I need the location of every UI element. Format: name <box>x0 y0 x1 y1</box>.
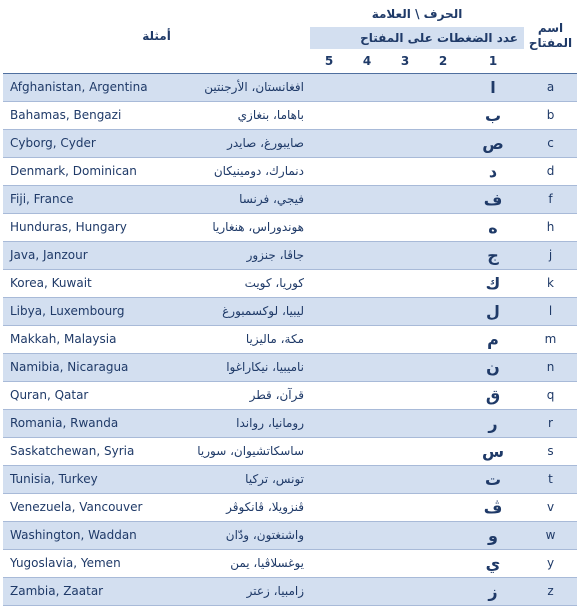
arabic-letter: ل <box>462 297 524 325</box>
press-cell-3 <box>386 549 424 577</box>
english-example: Afghanistan, Argentina <box>3 73 158 101</box>
arabic-example: كوريا، كويت <box>158 269 310 297</box>
key-name: v <box>524 493 577 521</box>
table-row <box>3 129 577 157</box>
press-cell-3 <box>386 241 424 269</box>
table-row <box>3 493 577 521</box>
key-name: r <box>524 409 577 437</box>
english-example: Java, Janzour <box>3 241 158 269</box>
press-cell-3 <box>386 437 424 465</box>
press-cell-4 <box>348 577 386 605</box>
key-name: a <box>524 73 577 101</box>
press-cell-2 <box>424 213 462 241</box>
table-body <box>3 73 577 605</box>
press-cell-4 <box>348 73 386 101</box>
english-example: Fiji, France <box>3 185 158 213</box>
press-cell-2 <box>424 129 462 157</box>
press-cell-3 <box>386 297 424 325</box>
press-cell-2 <box>424 409 462 437</box>
press-cell-2 <box>424 101 462 129</box>
table-row <box>3 325 577 353</box>
arabic-letter: و <box>462 521 524 549</box>
press-cell-5 <box>310 577 348 605</box>
press-cell-4 <box>348 101 386 129</box>
table-row <box>3 409 577 437</box>
arabic-letter: ب <box>462 101 524 129</box>
english-example: Korea, Kuwait <box>3 269 158 297</box>
key-name: m <box>524 325 577 353</box>
press-cell-2 <box>424 73 462 101</box>
press-cell-5 <box>310 129 348 157</box>
arabic-letter: ك <box>462 269 524 297</box>
press-cell-5 <box>310 493 348 521</box>
key-name: q <box>524 381 577 409</box>
press-cell-5 <box>310 353 348 381</box>
press-cell-2 <box>424 185 462 213</box>
press-count-5: 5 <box>310 49 348 73</box>
key-name: s <box>524 437 577 465</box>
press-cell-3 <box>386 353 424 381</box>
table-header <box>3 0 577 73</box>
table-row <box>3 157 577 185</box>
key-name: w <box>524 521 577 549</box>
english-example: Namibia, Nicaragua <box>3 353 158 381</box>
press-cell-2 <box>424 521 462 549</box>
arabic-example: افغانستان، الأرجنتين <box>158 73 310 101</box>
press-cell-5 <box>310 185 348 213</box>
key-name: d <box>524 157 577 185</box>
arabic-letter: ف <box>462 185 524 213</box>
arabic-letter: ج <box>462 241 524 269</box>
press-cell-2 <box>424 493 462 521</box>
key-name: c <box>524 129 577 157</box>
press-cell-5 <box>310 73 348 101</box>
press-cell-4 <box>348 325 386 353</box>
arabic-example: ڤنزويلا، ڤانكوڤر <box>158 493 310 521</box>
english-example: Tunisia, Turkey <box>3 465 158 493</box>
key-name: h <box>524 213 577 241</box>
press-cell-4 <box>348 465 386 493</box>
press-cell-4 <box>348 493 386 521</box>
presses-subheader: عدد الضغطات على المفتاح <box>310 27 524 49</box>
press-cell-5 <box>310 269 348 297</box>
arabic-letter: ر <box>462 409 524 437</box>
press-cell-4 <box>348 297 386 325</box>
table-row <box>3 73 577 101</box>
arabic-example: جاڤا، جنزور <box>158 241 310 269</box>
press-cell-5 <box>310 157 348 185</box>
arabic-letter: ن <box>462 353 524 381</box>
arabic-letter: ص <box>462 129 524 157</box>
arabic-example: باهاما، بنغازي <box>158 101 310 129</box>
table-row <box>3 101 577 129</box>
table-row <box>3 381 577 409</box>
table-row <box>3 241 577 269</box>
key-name: f <box>524 185 577 213</box>
press-count-2: 2 <box>424 49 462 73</box>
arabic-example: مكة، ماليزيا <box>158 325 310 353</box>
english-example: Romania, Rwanda <box>3 409 158 437</box>
press-cell-2 <box>424 269 462 297</box>
arabic-letter: ز <box>462 577 524 605</box>
arabic-example: زامبيا، زعتر <box>158 577 310 605</box>
table-row <box>3 353 577 381</box>
english-example: Saskatchewan, Syria <box>3 437 158 465</box>
press-cell-2 <box>424 241 462 269</box>
keyboard-mapping-table <box>3 0 577 606</box>
press-cell-4 <box>348 241 386 269</box>
press-cell-2 <box>424 381 462 409</box>
arabic-letter: ا <box>462 73 524 101</box>
press-cell-5 <box>310 549 348 577</box>
table-row <box>3 577 577 605</box>
arabic-letter: ق <box>462 381 524 409</box>
arabic-example: واشنغتون، ودّان <box>158 521 310 549</box>
press-cell-3 <box>386 269 424 297</box>
arabic-example: ساسكاتشيوان، سوريا <box>158 437 310 465</box>
press-cell-2 <box>424 549 462 577</box>
press-cell-2 <box>424 437 462 465</box>
press-cell-4 <box>348 185 386 213</box>
key-name: j <box>524 241 577 269</box>
arabic-example: دنمارك، دومينيكان <box>158 157 310 185</box>
press-cell-5 <box>310 465 348 493</box>
press-cell-3 <box>386 465 424 493</box>
table-row <box>3 185 577 213</box>
arabic-example: رومانيا، رواندا <box>158 409 310 437</box>
letter-header: الحرف \ العلامة <box>371 6 463 21</box>
press-cell-4 <box>348 269 386 297</box>
key-name: k <box>524 269 577 297</box>
arabic-letter: ڤ <box>462 493 524 521</box>
table-row <box>3 521 577 549</box>
press-cell-4 <box>348 381 386 409</box>
arabic-example: فيجي، فرنسا <box>158 185 310 213</box>
key-name: t <box>524 465 577 493</box>
press-cell-5 <box>310 381 348 409</box>
press-cell-3 <box>386 129 424 157</box>
press-cell-3 <box>386 157 424 185</box>
press-cell-4 <box>348 437 386 465</box>
press-cell-4 <box>348 157 386 185</box>
arabic-example: قرآن، قطر <box>158 381 310 409</box>
key-name-line2: المفتاح <box>528 36 573 51</box>
english-example: Zambia, Zaatar <box>3 577 158 605</box>
press-cell-5 <box>310 241 348 269</box>
press-cell-4 <box>348 521 386 549</box>
arabic-letter: س <box>462 437 524 465</box>
english-example: Makkah, Malaysia <box>3 325 158 353</box>
press-cell-4 <box>348 409 386 437</box>
english-example: Yugoslavia, Yemen <box>3 549 158 577</box>
press-cell-5 <box>310 437 348 465</box>
key-name: y <box>524 549 577 577</box>
press-cell-5 <box>310 409 348 437</box>
press-count-4: 4 <box>348 49 386 73</box>
press-cell-4 <box>348 549 386 577</box>
press-cell-3 <box>386 521 424 549</box>
arabic-example: هوندوراس، هنغاريا <box>158 213 310 241</box>
press-cell-3 <box>386 101 424 129</box>
press-cell-2 <box>424 297 462 325</box>
arabic-example: ناميبيا، نيكاراغوا <box>158 353 310 381</box>
english-example: Washington, Waddan <box>3 521 158 549</box>
arabic-letter: ه <box>462 213 524 241</box>
arabic-letter: ت <box>462 465 524 493</box>
english-example: Bahamas, Bengazi <box>3 101 158 129</box>
table-row <box>3 549 577 577</box>
press-cell-2 <box>424 157 462 185</box>
table-row <box>3 465 577 493</box>
english-example: Denmark, Dominican <box>3 157 158 185</box>
table-row <box>3 297 577 325</box>
press-cell-2 <box>424 353 462 381</box>
english-example: Cyborg, Cyder <box>3 129 158 157</box>
key-name: b <box>524 101 577 129</box>
english-example: Venezuela, Vancouver <box>3 493 158 521</box>
press-cell-3 <box>386 213 424 241</box>
key-name: n <box>524 353 577 381</box>
press-cell-3 <box>386 577 424 605</box>
press-cell-2 <box>424 465 462 493</box>
press-cell-3 <box>386 493 424 521</box>
key-name: l <box>524 297 577 325</box>
examples-header: أمثلة <box>3 0 310 73</box>
press-cell-3 <box>386 409 424 437</box>
press-cell-2 <box>424 577 462 605</box>
arabic-example: صايبورغ، صايدر <box>158 129 310 157</box>
arabic-letter: د <box>462 157 524 185</box>
english-example: Hunduras, Hungary <box>3 213 158 241</box>
key-name: z <box>524 577 577 605</box>
press-cell-3 <box>386 381 424 409</box>
arabic-letter: م <box>462 325 524 353</box>
english-example: Quran, Qatar <box>3 381 158 409</box>
english-example: Libya, Luxembourg <box>3 297 158 325</box>
table-row <box>3 213 577 241</box>
arabic-example: ليبيا، لوكسمبورغ <box>158 297 310 325</box>
press-cell-5 <box>310 521 348 549</box>
arabic-example: يوغسلاڤيا، يمن <box>158 549 310 577</box>
press-count-3: 3 <box>386 49 424 73</box>
arabic-example: تونس، تركيا <box>158 465 310 493</box>
press-cell-4 <box>348 129 386 157</box>
press-cell-3 <box>386 325 424 353</box>
press-cell-4 <box>348 213 386 241</box>
press-cell-3 <box>386 185 424 213</box>
table-row <box>3 437 577 465</box>
key-name-line1: اسم <box>537 21 564 36</box>
press-cell-5 <box>310 297 348 325</box>
table-row <box>3 269 577 297</box>
press-cell-5 <box>310 101 348 129</box>
press-cell-4 <box>348 353 386 381</box>
key-name-header <box>524 0 577 73</box>
press-count-1: 1 <box>462 49 524 73</box>
press-cell-3 <box>386 73 424 101</box>
press-cell-2 <box>424 325 462 353</box>
arabic-letter: ي <box>462 549 524 577</box>
press-cell-5 <box>310 213 348 241</box>
press-cell-5 <box>310 325 348 353</box>
